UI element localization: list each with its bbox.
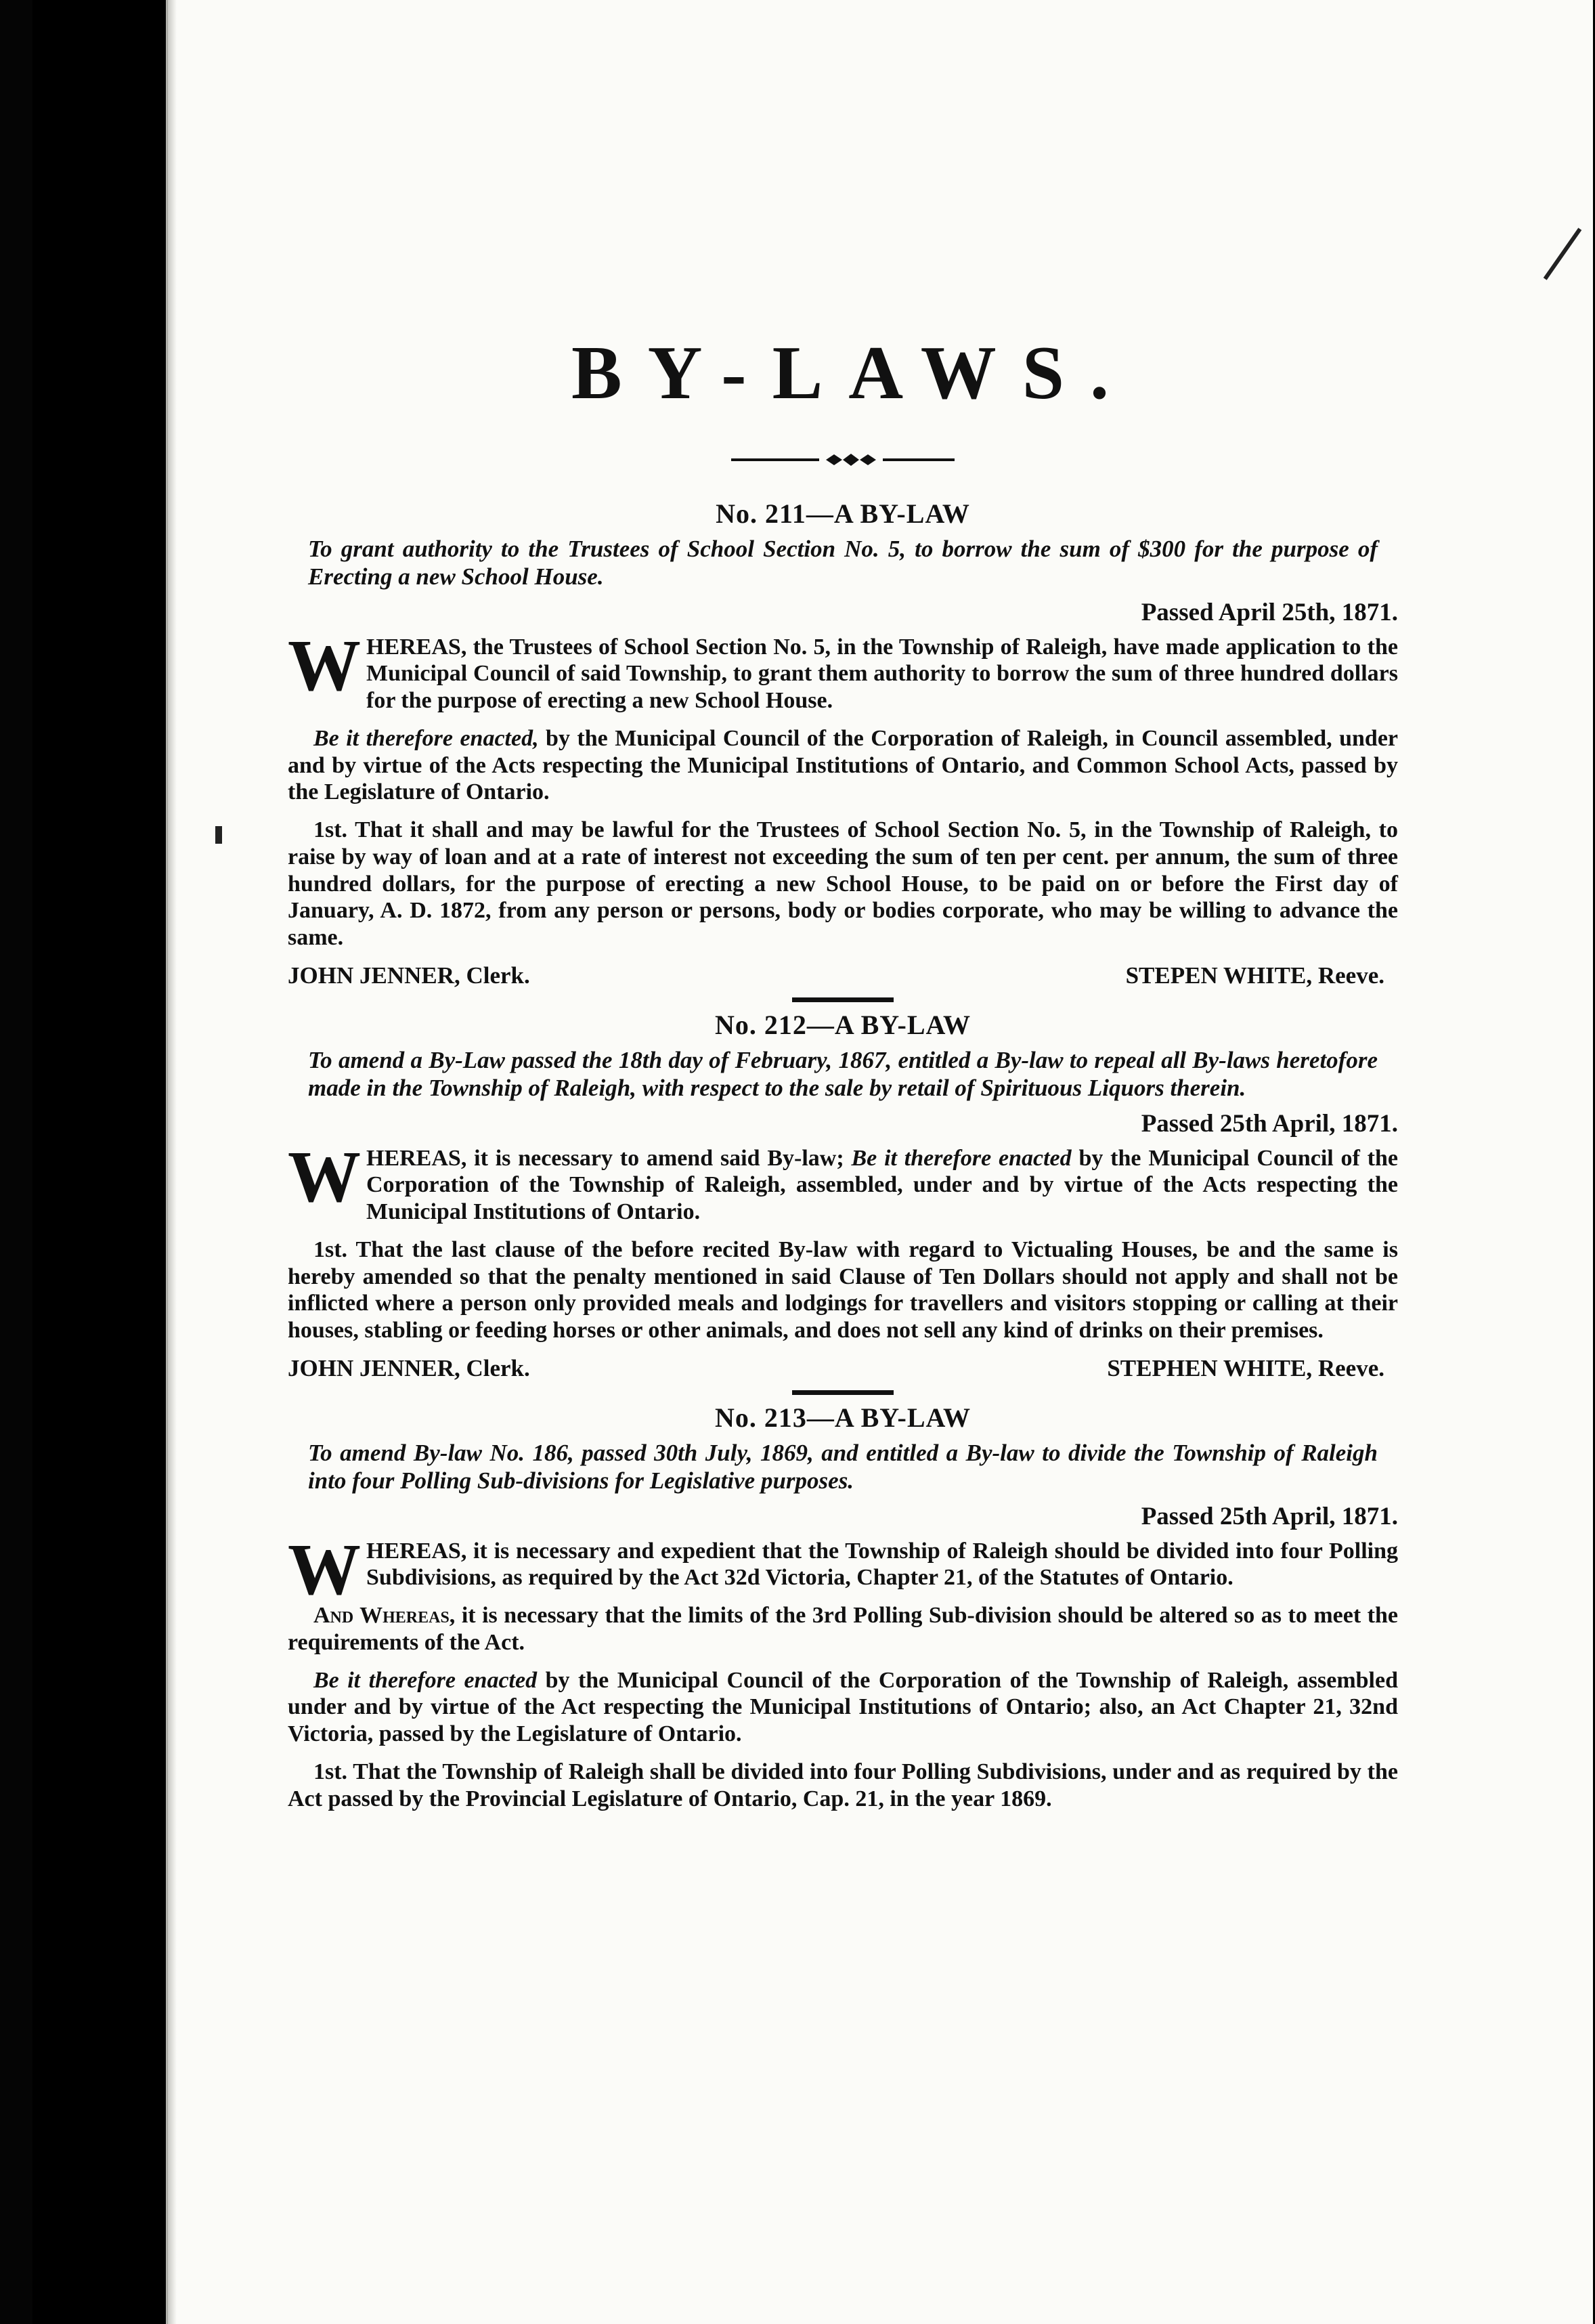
page-fold-shadow xyxy=(166,0,177,2324)
document-title: BY-LAWS. xyxy=(571,331,1135,415)
reeve-signature: STEPHEN WHITE, Reeve. xyxy=(1107,1354,1384,1381)
bylaw-211 xyxy=(288,498,1398,989)
title-ornament-divider xyxy=(731,452,955,468)
whereas-paragraph: WHEREAS, it is necessary to amend said By-law; Be it therefore enacted by the Municipal Council of the Corporation of the Township of Raleigh, assembled, under and by virtue of the Acts respecting the Municipal Institutions of Ontario. xyxy=(288,1136,1399,1225)
section-divider xyxy=(792,1390,894,1395)
signatures xyxy=(288,1355,1384,1382)
clerk-signature: JOHN JENNER, Clerk. xyxy=(288,1354,530,1381)
clause-first: 1st. That the last clause of the before recited By-law with regard to Victualing Houses, be and the same is hereby amended so that the penalty mentioned in said Clause of Ten Dollars should not apply and shall not be inflicted where a person only provided meals and lodgings for travellers and visitors stopping or calling at their houses, stabling or feeding horses or other animals, and does not sell any kind of drinks on their premises. xyxy=(288,1236,1398,1343)
document-body xyxy=(288,331,1399,1823)
signatures xyxy=(288,962,1384,989)
section-divider xyxy=(792,997,894,1002)
enactment-paragraph: Be it therefore enacted by the Municipal Council of the Corporation of the Township of Raleigh, assembled under and by virtue of the Act respecting the Municipal Institutions of Ontario; also, an Act Chapter 21, 32nd Victoria, passed by the Legislature of Ontario. xyxy=(288,1667,1398,1747)
bylaw-212 xyxy=(288,1009,1398,1382)
ink-speck xyxy=(215,826,222,844)
and-whereas-paragraph: And Whereas, it is necessary that the limits of the 3rd Polling Sub-division should be altered so as to meet the requirements of the Act. xyxy=(288,1603,1398,1655)
bylaw-purpose: To amend By-law No. 186, passed 30th July, 1869, and entitled a By-law to divide the Township of Raleigh into four Polling Sub-divisions for Legislative purposes. xyxy=(308,1439,1378,1494)
enactment-paragraph: Be it therefore enacted, by the Municipal Council of the Corporation of Raleigh, in Council assembled, under and by virtue of the Acts respecting the Municipal Institutions of Ontario, and Common School Acts, passed by the Legislature of Ontario. xyxy=(288,725,1399,805)
drop-capital: W xyxy=(288,1529,361,1610)
bylaw-purpose: To grant authority to the Trustees of School Section No. 5, to borrow the sum of $300 for the purpose of Erecting a new School House. xyxy=(308,536,1378,590)
passed-date: Passed 25th April, 1871. xyxy=(1141,1502,1398,1530)
whereas-paragraph: WHEREAS, the Trustees of School Section No. 5, in the Township of Raleigh, have made application to the Municipal Council of said Township, to grant them authority to borrow the sum of three hundred dollars for the purpose of erecting a new School House. xyxy=(288,625,1398,714)
left-scan-edge xyxy=(0,0,32,2324)
whereas-paragraph: WHEREAS, it is necessary and expedient that the Township of Raleigh should be divided into four Polling Subdivisions, as required by the Act 32d Victoria, Chapter 21, of the Statutes of Ontario. xyxy=(288,1529,1398,1610)
clause-first: 1st. That it shall and may be lawful for the Trustees of School Section No. 5, in the Township of Raleigh, to raise by way of loan and at a rate of interest not exceeding the sum of ten per cent. per annum, the sum of three hundred dollars, for the purpose of erecting a new School House, to be paid on or before the First day of January, A. D. 1872, from any person or persons, body or bodies corporate, who may be willing to advance the same. xyxy=(288,817,1398,951)
passed-date: Passed April 25th, 1871. xyxy=(1141,598,1398,626)
clause-first: 1st. That the Township of Raleigh shall be divided into four Polling Subdivisions, under and as required by the Act passed by the Provincial Legislature of Ontario, Cap. 21, in the year 1869. xyxy=(288,1759,1398,1811)
drop-capital: W xyxy=(288,1136,361,1218)
bylaw-purpose: To amend a By-Law passed the 18th day of February, 1867, entitled a By-law to repeal all By-laws heretofore made in the Township of Raleigh, with respect to the sale by retail of Spirituous Liquors therein. xyxy=(308,1047,1378,1102)
bylaw-heading: No. 212—A BY-LAW xyxy=(715,1010,971,1041)
passed-date: Passed 25th April, 1871. xyxy=(1141,1109,1398,1138)
bylaw-heading: No. 213—A BY-LAW xyxy=(715,1402,971,1433)
clerk-signature: JOHN JENNER, Clerk. xyxy=(288,962,530,989)
reeve-signature: STEPEN WHITE, Reeve. xyxy=(1125,962,1384,989)
bylaw-213 xyxy=(288,1402,1398,1812)
bylaw-heading: No. 211—A BY-LAW xyxy=(716,498,970,529)
drop-capital: W xyxy=(288,625,361,706)
